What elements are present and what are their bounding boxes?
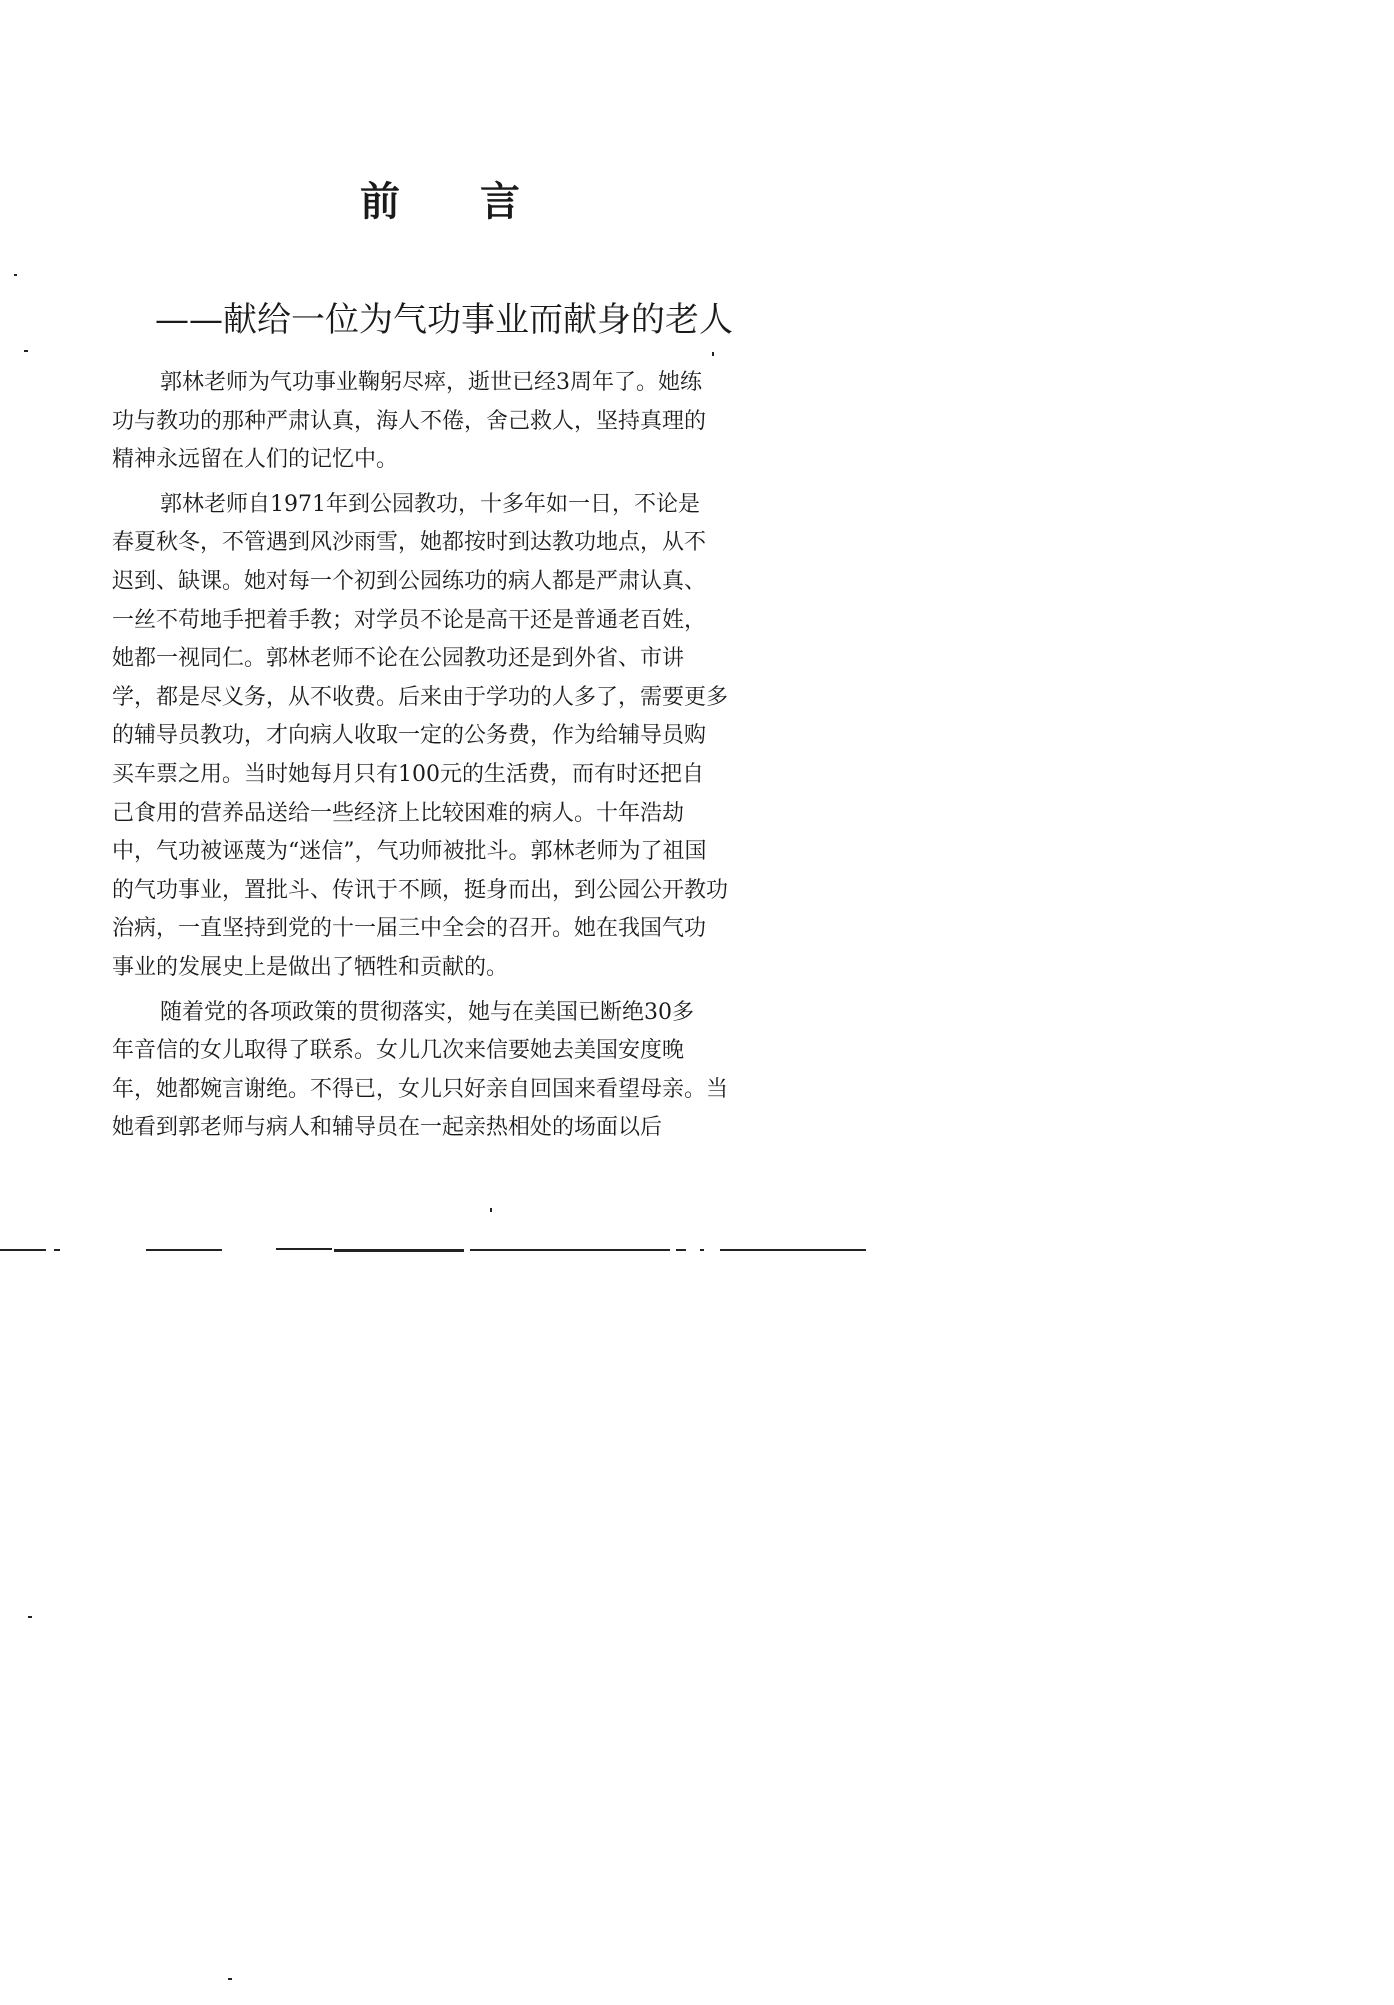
rule-segment: [146, 1249, 222, 1251]
text-line: 一丝不苟地手把着手教；对学员不论是高干还是普通老百姓，: [112, 607, 707, 633]
page-title: [360, 170, 520, 227]
text-line: 事业的发展史上是做出了牺牲和贡献的。: [112, 954, 509, 980]
scan-speck: [24, 350, 28, 352]
rule-segment: [700, 1249, 704, 1251]
text-line: 她都一视同仁。郭林老师不论在公园教功还是到外省、市讲: [112, 646, 685, 672]
paragraph-1: [112, 364, 772, 480]
scan-speck: [228, 1978, 232, 1980]
scan-speck: [14, 274, 17, 276]
text-line: 郭林老师为气功事业鞠躬尽瘁，逝世已经3周年了。她练: [160, 370, 702, 395]
text-line: 郭林老师自1971年到公园教功，十多年如一日，不论是: [160, 491, 700, 517]
paragraph-3: [112, 994, 772, 1148]
rule-segment: [334, 1249, 464, 1252]
text-line: 迟到、缺课。她对每一个初到公园练功的病人都是严肃认真、: [112, 568, 707, 594]
title-char-2: 言: [480, 178, 520, 225]
scan-speck: [712, 352, 714, 356]
paragraph-2: [112, 486, 772, 988]
text-line: 中，气功被诬蔑为“迷信”，气功师被批斗。郭林老师为了祖国: [112, 839, 707, 865]
text-line: 年音信的女儿取得了联系。女儿几次来信要她去美国安度晚: [112, 1038, 685, 1064]
rule-segment: [0, 1249, 46, 1251]
page-subtitle: ——献给一位为气功事业而献身的老人: [155, 300, 733, 340]
text-line: 的气功事业，置批斗、传讯于不顾，挺身而出，到公园公开教功: [112, 877, 729, 903]
rule-segment: [470, 1249, 670, 1251]
title-char-1: 前: [360, 178, 400, 225]
rule-segment: [276, 1248, 332, 1250]
rule-segment: [54, 1249, 60, 1251]
text-line: 精神永远留在人们的记忆中。: [112, 447, 399, 473]
text-line: 治病，一直坚持到党的十一届三中全会的召开。她在我国气功: [112, 916, 707, 942]
text-line: 功与教功的那种严肃认真，海人不倦，舍己救人，坚持真理的: [112, 408, 707, 434]
text-line: 买车票之用。当时她每月只有100元的生活费，而有时还把自: [112, 761, 704, 787]
body-text: [112, 364, 772, 1154]
text-line: 她看到郭老师与病人和辅导员在一起亲热相处的场面以后: [112, 1115, 663, 1141]
scan-speck: [490, 1208, 492, 1212]
rule-segment: [720, 1249, 866, 1251]
text-line: 学，都是尽义务，从不收费。后来由于学功的人多了，需要更多: [112, 684, 729, 710]
text-line: 随着党的各项政策的贯彻落实，她与在美国已断绝30多: [160, 999, 694, 1025]
text-line: 春夏秋冬，不管遇到风沙雨雪，她都按时到达教功地点，从不: [112, 530, 707, 556]
rule-segment: [676, 1249, 686, 1251]
scan-speck: [28, 1616, 32, 1618]
text-line: 年，她都婉言谢绝。不得已，女儿只好亲自回国来看望母亲。当: [112, 1076, 729, 1102]
text-line: 的辅导员教功，才向病人收取一定的公务费，作为给辅导员购: [112, 723, 707, 749]
text-line: 己食用的营养品送给一些经济上比较困难的病人。十年浩劫: [112, 800, 685, 826]
